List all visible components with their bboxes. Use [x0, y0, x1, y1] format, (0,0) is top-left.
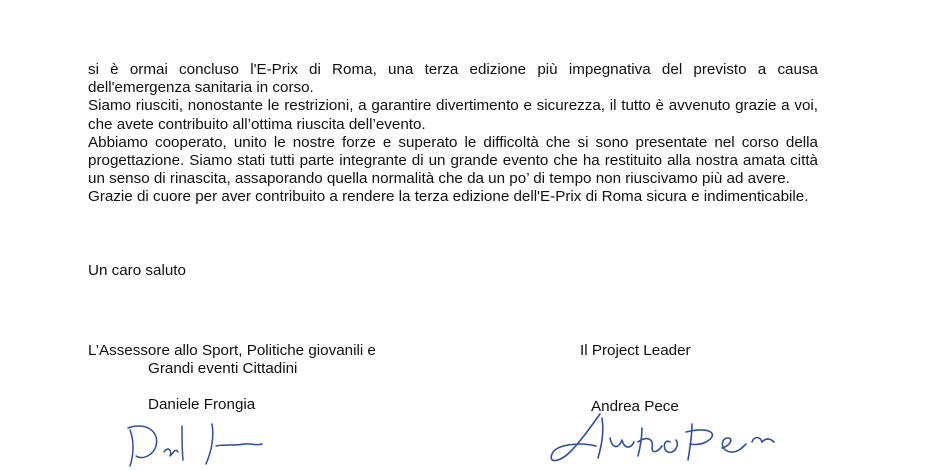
closing-greeting: Un caro saluto [88, 262, 186, 279]
signature-block-left [88, 342, 376, 413]
paragraph-thanks-safety: Siamo riusciti, nonostante le restrizioni, a garantire divertimento e sicurezza, il tutto è avvenuto grazie a voi, che avete contribuito all’ottima riuscita dell’evento. [88, 97, 818, 133]
left-signatory-title-line1: L’Assessore allo Sport, Politiche giovanili e [88, 342, 376, 359]
signature-left-handwritten [120, 416, 280, 470]
paragraph-eprix-concluded: si è ormai concluso l'E-Prix di Roma, una terza edizione più impegnativa del previsto a causa dell'emergenza sanitaria in corso. [88, 61, 818, 97]
right-signatory-name: Andrea Pece [591, 398, 679, 415]
left-signatory-name: Daniele Frongia [148, 396, 256, 413]
signature-right-handwritten [540, 408, 800, 470]
letter-body [88, 61, 818, 207]
paragraph-final-thanks: Grazie di cuore per aver contribuito a rendere la terza edizione dell'E-Prix di Roma sicura e indimenticabile. [88, 188, 809, 206]
right-signatory-title: Il Project Leader [580, 342, 691, 359]
left-signatory-title-line2: Grandi eventi Cittadini [148, 360, 298, 377]
paragraph-cooperation: Abbiamo cooperato, unito le nostre forze e superato le difficoltà che si sono presentate nel corso della progettazione. Siamo stati tutti parte integrante di un grande evento che ha restituito alla nostra amata città un senso di rinascita, assaporando quella normalità che da un po’ di tempo non riuscivamo più ad avere. [88, 133, 818, 188]
